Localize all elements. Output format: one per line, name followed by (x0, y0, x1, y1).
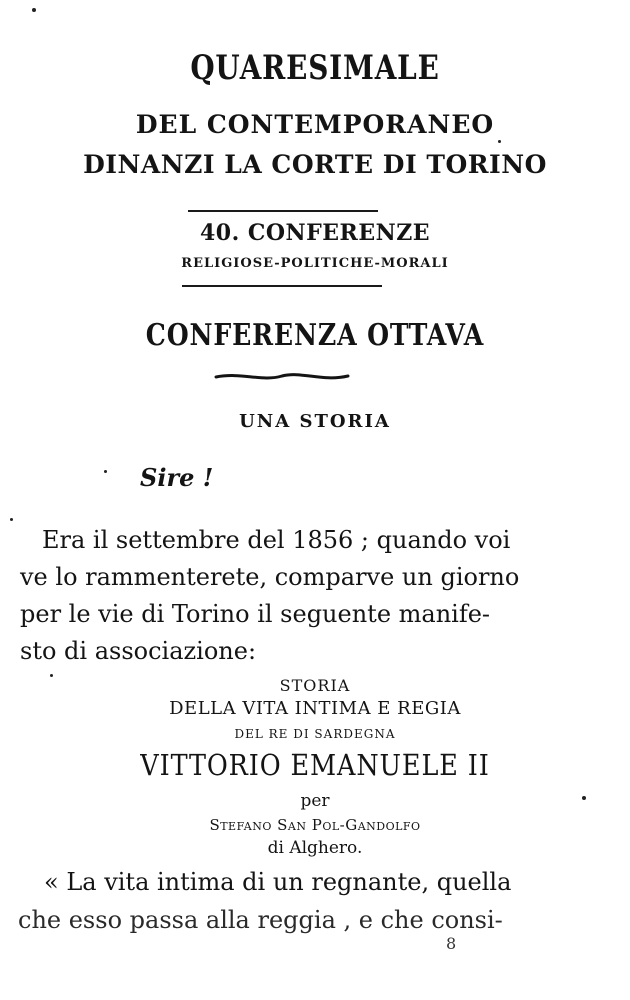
ink-speck (32, 8, 36, 12)
notice-line: per (300, 791, 330, 811)
ink-speck (498, 140, 501, 143)
body-line: sto di associazione: (20, 637, 257, 665)
conference-heading: CONFERENZA OTTAVA (145, 318, 485, 353)
ink-speck (50, 674, 53, 677)
quote-line: che esso passa alla reggia , e che consi- (18, 906, 503, 934)
ink-speck (10, 518, 13, 521)
book-title: QUARESIMALE (190, 48, 440, 88)
body-line: ve lo rammenterete, comparve un giorno (20, 563, 520, 591)
ornamental-swash (212, 368, 352, 384)
book-venue: DINANZI LA CORTE DI TORINO (83, 150, 547, 179)
body-line: per le vie di Torino il seguente manife- (20, 600, 491, 628)
body-line: Era il settembre del 1856 ; quando voi (42, 526, 511, 554)
notice-author: Stefano San Pol-Gandolfo (209, 816, 421, 834)
notice-line: di Alghero. (267, 838, 363, 858)
mid-rule (182, 285, 382, 287)
signature-mark: 8 (446, 934, 457, 953)
series-heading: 40. CONFERENZE (199, 220, 431, 246)
series-kind: RELIGIOSE-POLITICHE-MORALI (181, 256, 449, 271)
notice-line: DELLA VITA INTIMA E REGIA (169, 698, 461, 719)
top-rule (188, 210, 378, 212)
notice-king-name: VITTORIO EMANUELE II (140, 748, 490, 782)
quote-line: « La vita intima di un regnante, quella (44, 868, 512, 896)
notice-line: DEL RE DI SARDEGNA (234, 727, 396, 741)
salutation: Sire ! (140, 463, 214, 492)
notice-line: STORIA (279, 676, 351, 695)
book-subtitle: DEL CONTEMPORANEO (135, 110, 495, 139)
ink-speck (104, 470, 107, 473)
section-title: UNA STORIA (239, 411, 391, 432)
ink-speck (582, 796, 586, 800)
